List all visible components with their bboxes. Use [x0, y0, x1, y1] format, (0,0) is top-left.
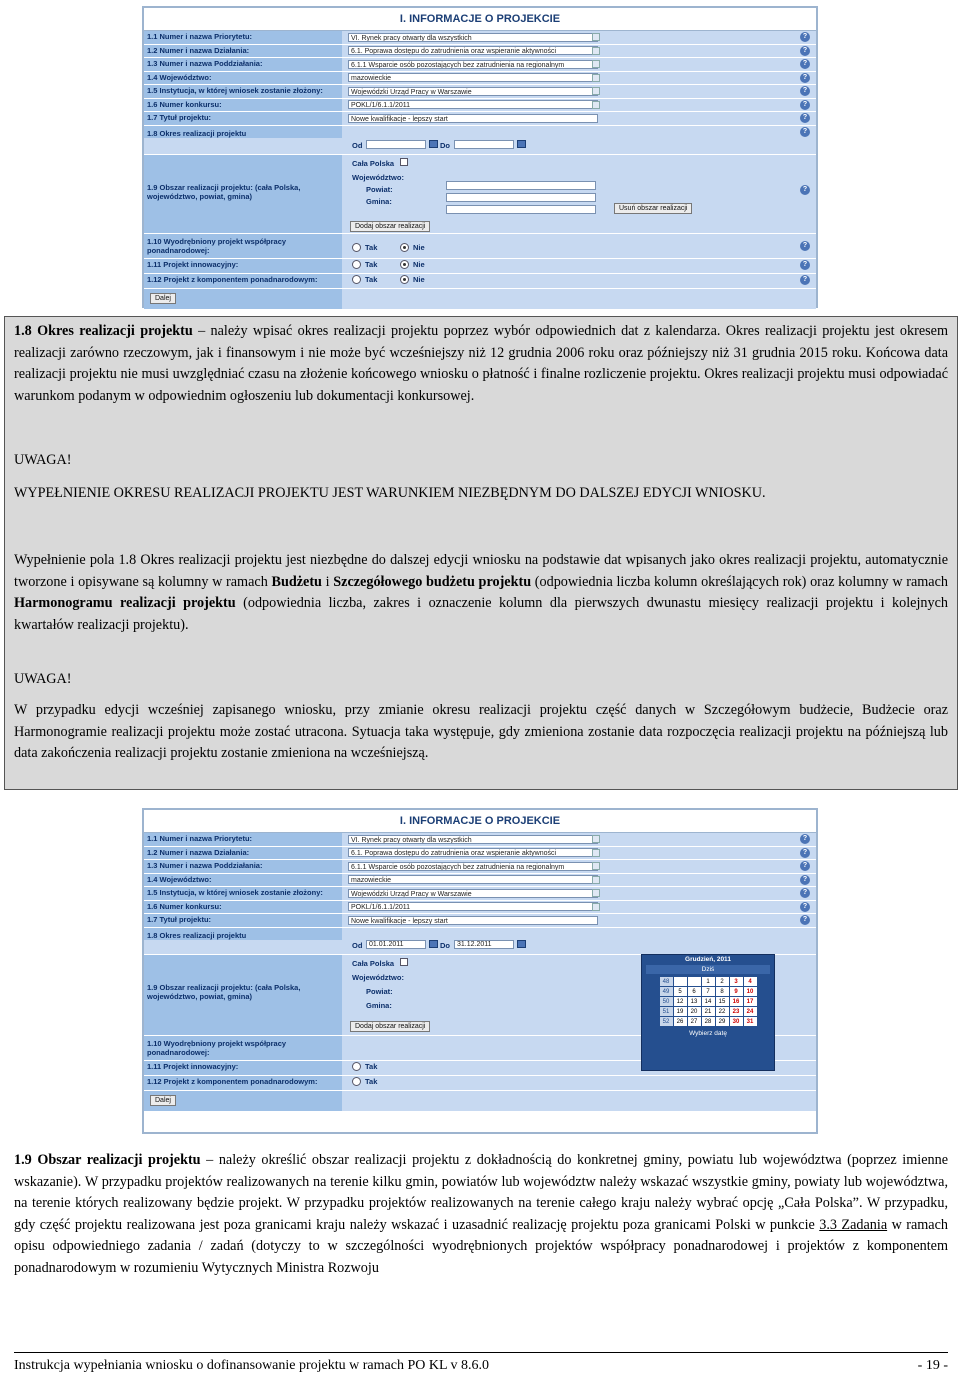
usun-obszar-button[interactable]: Usuń obszar realizacji: [614, 203, 692, 214]
calendar-day[interactable]: 10: [743, 987, 757, 997]
wojewodztwo-select[interactable]: mazowieckie: [348, 875, 598, 884]
chevron-down-icon[interactable]: [592, 101, 600, 109]
calendar-week: 50: [659, 997, 673, 1007]
calendar-day[interactable]: 31: [743, 1017, 757, 1027]
form-row-konkurs: 1.6 Numer konkursu: POKL/1/6.1.1/2011 ?: [144, 99, 816, 113]
form-row-tytul: 1.7 Tytuł projektu: Nowe kwalifikacje - lepszy start ?: [144, 914, 816, 928]
obszar-gmina-select[interactable]: [446, 205, 596, 214]
help-icon[interactable]: ?: [800, 241, 810, 251]
help-icon[interactable]: ?: [800, 46, 810, 56]
form-row-obszar: 1.9 Obszar realizacji projektu: (cała Polska, województwo, powiat, gmina) Cała Polska Województwo: Powiat: Gmina: Usuń obszar realizacji Dodaj obszar realizacji ?: [144, 155, 816, 234]
calendar-icon[interactable]: [517, 940, 526, 948]
form-row-obszar: 1.9 Obszar realizacji projektu: (cała Polska, województwo, powiat, gmina) Cała Polska Województwo: Powiat: Gmina: Dodaj obszar realizacji: [144, 955, 816, 1036]
priorytet-select[interactable]: VI. Rynek pracy otwarty dla wszystkich: [348, 33, 598, 42]
form-row-poddzialanie: 1.3 Numer i nazwa Poddziałania: 6.1.1 Wsparcie osób pozostających bez zatrudnienia na regionalnym ?: [144, 58, 816, 72]
calendar-day[interactable]: 3: [729, 977, 743, 987]
calendar-day[interactable]: 24: [743, 1007, 757, 1017]
calendar-day[interactable]: 4: [743, 977, 757, 987]
calendar-popup[interactable]: [641, 954, 775, 1071]
caps-warning: WYPEŁNIENIE OKRESU REALIZACJI PROJEKTU JEST WARUNKIEM NIEZBĘDNYM DO DALSZEJ EDYCJI WNIOSKU.: [14, 485, 766, 501]
calendar-icon[interactable]: [429, 140, 438, 148]
calendar-week: 51: [659, 1007, 673, 1017]
calendar-day[interactable]: 22: [715, 1007, 729, 1017]
help-icon[interactable]: ?: [800, 127, 810, 137]
help-icon[interactable]: ?: [800, 915, 810, 925]
calendar-day[interactable]: 19: [673, 1007, 687, 1017]
page-number: - 19 -: [917, 1358, 948, 1373]
form-row-instytucja: 1.5 Instytucja, w której wniosek zostanie złożony: Wojewódzki Urząd Pracy w Warszawie ?: [144, 85, 816, 99]
konkurs-select[interactable]: POKL/1/6.1.1/2011: [348, 100, 598, 109]
help-icon[interactable]: ?: [800, 888, 810, 898]
dodaj-obszar-button[interactable]: Dodaj obszar realizacji: [350, 221, 430, 232]
chevron-down-icon[interactable]: [592, 876, 600, 884]
help-icon[interactable]: ?: [800, 113, 810, 123]
instytucja-select[interactable]: Wojewódzki Urząd Pracy w Warszawie: [348, 889, 598, 898]
form-row-konkurs: 1.6 Numer konkursu: POKL/1/6.1.1/2011 ?: [144, 901, 816, 915]
calendar-today-button[interactable]: Dziś: [646, 965, 770, 974]
form-row-innowacyjny: 1.11 Projekt innowacyjny: Tak Nie ?: [144, 259, 816, 274]
form-row-wojewodztwo: 1.4 Województwo: mazowieckie ?: [144, 874, 816, 888]
calendar-day[interactable]: 13: [687, 997, 701, 1007]
form-row-tytul: 1.7 Tytuł projektu: Nowe kwalifikacje - lepszy start ?: [144, 112, 816, 126]
calendar-week: 49: [659, 987, 673, 997]
footer-divider: [14, 1352, 948, 1353]
section-1-8-paragraph-2: Wypełnienie pola 1.8 Okres realizacji projektu jest niezbędne do dalszej edycji wniosku na podstawie dat wpisanych jako okres realizacji projektu, automatycznie tworzone i opisywane są kolumny w ramach Budżetu i Szczegółowego budżetu projektu (odpowiednia liczba kolumn określających rok) oraz kolumny w ramach Harmonogramu realizacji projektu (odpowiednia liczba, zakres i oznaczenie kolumn dla pierwszych dwunastu miesięcy realizacji projektu i kolejnych kwartałów realizacji projektu).: [14, 552, 948, 633]
dodaj-obszar-button[interactable]: Dodaj obszar realizacji: [350, 1021, 430, 1032]
calendar-day[interactable]: 28: [701, 1017, 715, 1027]
calendar-day[interactable]: 9: [729, 987, 743, 997]
do-date-input[interactable]: 31.12.2011: [454, 940, 514, 949]
od-date-input[interactable]: 01.01.2011: [366, 940, 426, 949]
calendar-day[interactable]: 15: [715, 997, 729, 1007]
help-icon[interactable]: ?: [800, 275, 810, 285]
section-1-9-paragraph: 1.9 Obszar realizacji projektu – należy określić obszar realizacji projektu z dokładnością do konkretnej gminy, powiatu lub województwa (poprzez imienne wskazanie). W przypadku projektów realizowanych na terenie kilku gmin, powiatów lub województw należy wskazać wszystkie gminy, powiaty lub województwa, na terenie których realizowany będzie projekt. W przypadku projektów realizowanych na terenie całego kraju należy wybrać opcję „Cała Polska”. W przypadku, gdy część projektu realizowana jest poza granicami kraju należy wskazać i uzasadnić realizację projektu poza granicami Polski w punkcie 3.3 Zadania w ramach opisu odpowiedniego zadania / zadań (dotyczy to w szczególności wyodrębnionych projektów współpracy ponadnarodowej i projektów z komponentem ponadnarodowym w rozumieniu Wytycznych Ministra Rozwoju: [14, 1152, 948, 1276]
form-row-dalej: [144, 289, 816, 310]
form-row-komponent: 1.12 Projekt z komponentem ponadnarodowym: Tak Nie ?: [144, 274, 816, 289]
calendar-day[interactable]: 26: [673, 1017, 687, 1027]
help-icon[interactable]: ?: [800, 861, 810, 871]
tak-radio[interactable]: [352, 1077, 361, 1086]
calendar-icon[interactable]: [429, 940, 438, 948]
form-row-wspolpraca: 1.10 Wyodrębniony projekt współpracy ponadnarodowej: Tak Nie ?: [144, 234, 816, 259]
calendar-day[interactable]: 2: [715, 977, 729, 987]
calendar-day[interactable]: [673, 977, 687, 987]
help-icon[interactable]: ?: [800, 73, 810, 83]
section-1-8-paragraph: 1.8 Okres realizacji projektu – należy wpisać okres realizacji projektu poprzez wybór odpowiednich dat z kalendarza. Okres realizacji projektu jest okresem realizacji zarówno rzeczowym, jak i finansowym i nie może być wcześniejszy niż 12 grudnia 2006 roku oraz późniejszy niż 31 grudnia 2015 roku. Końcowa data realizacji projektu nie musi uwzględniać czasu na złożenie końcowego wniosku o płatność i finalne rozliczenie projektu. Okres realizacji projektu musi odpowiadać warunkom podanym w odpowiednim ogłoszeniu lub dokumentacji konkursowej.: [14, 323, 948, 404]
chevron-down-icon[interactable]: [592, 849, 600, 857]
do-date-input[interactable]: [454, 140, 514, 149]
obszar-powiat-select[interactable]: [446, 193, 596, 202]
calendar-day[interactable]: 16: [729, 997, 743, 1007]
form-screenshot-top: [142, 6, 818, 308]
help-icon[interactable]: ?: [800, 86, 810, 96]
zadania-link[interactable]: 3.3 Zadania: [819, 1216, 888, 1233]
calendar-day[interactable]: 21: [701, 1007, 715, 1017]
form-title: I. INFORMACJE O PROJEKCIE: [144, 810, 816, 833]
form-row-priorytet: 1.1 Numer i nazwa Priorytetu: VI. Rynek pracy otwarty dla wszystkich ?: [144, 31, 816, 45]
od-date-input[interactable]: [366, 140, 426, 149]
form-row-instytucja: 1.5 Instytucja, w której wniosek zostanie złożony: Wojewódzki Urząd Pracy w Warszawie ?: [144, 887, 816, 901]
calendar-month-title: Grudzień, 2011: [685, 956, 731, 963]
cala-polska-checkbox[interactable]: [400, 158, 408, 166]
tak-radio[interactable]: [352, 260, 361, 269]
poddzialanie-select[interactable]: 6.1.1 Wsparcie osób pozostających bez zatrudnienia na regionalnym: [348, 60, 598, 69]
form-row-okres: 1.8 Okres realizacji projektu Od 01.01.2011 Do 31.12.2011: [144, 928, 816, 955]
calendar-day[interactable]: 14: [701, 997, 715, 1007]
calendar-day[interactable]: 23: [729, 1007, 743, 1017]
section-1-8-paragraph-3: W przypadku edycji wcześniej zapisanego wniosku, przy zmianie okresu realizacji projektu część danych w Szczegółowym budżecie, Budżecie oraz Harmonogramie realizacji projektu może zostać utracona. Sytuacja taka występuje, gdy zmieniona zostanie data rozpoczęcia realizacji projektu na późniejszą lub data zakończenia realizacji projektu zostanie zmieniona na wcześniejszą.: [14, 702, 948, 761]
help-icon[interactable]: ?: [800, 260, 810, 270]
form-row-dalej: [144, 1091, 816, 1112]
help-icon[interactable]: ?: [800, 185, 810, 195]
uwaga-heading-2: UWAGA!: [14, 671, 72, 687]
help-icon[interactable]: ?: [800, 834, 810, 844]
form-row-poddzialanie: 1.3 Numer i nazwa Poddziałania: 6.1.1 Wsparcie osób pozostających bez zatrudnienia na regionalnym ?: [144, 860, 816, 874]
calendar-day[interactable]: 30: [729, 1017, 743, 1027]
help-icon[interactable]: ?: [800, 875, 810, 885]
tak-radio[interactable]: [352, 1062, 361, 1071]
dalej-button[interactable]: Dalej: [150, 1095, 176, 1106]
dzialanie-select[interactable]: 6.1. Poprawa dostępu do zatrudnienia oraz wspieranie aktywności: [348, 848, 598, 857]
tytul-input[interactable]: Nowe kwalifikacje - lepszy start: [348, 916, 598, 925]
calendar-day[interactable]: [687, 977, 701, 987]
calendar-day[interactable]: 12: [673, 997, 687, 1007]
chevron-down-icon[interactable]: [592, 903, 600, 911]
nie-radio[interactable]: [400, 243, 409, 252]
tak-radio[interactable]: [352, 243, 361, 252]
calendar-day[interactable]: 29: [715, 1017, 729, 1027]
uwaga-heading: UWAGA!: [14, 452, 72, 468]
form-row-dzialanie: 1.2 Numer i nazwa Działania: 6.1. Poprawa dostępu do zatrudnienia oraz wspieranie aktywności ?: [144, 847, 816, 861]
calendar-grid: [659, 976, 758, 1027]
chevron-down-icon[interactable]: [592, 835, 600, 843]
priorytet-select[interactable]: VI. Rynek pracy otwarty dla wszystkich: [348, 835, 598, 844]
form-screenshot-bottom: [142, 808, 818, 1134]
dalej-button[interactable]: Dalej: [150, 293, 176, 304]
chevron-down-icon[interactable]: [592, 60, 600, 68]
dzialanie-select[interactable]: 6.1. Poprawa dostępu do zatrudnienia oraz wspieranie aktywności: [348, 46, 598, 55]
calendar-day[interactable]: 6: [687, 987, 701, 997]
calendar-day[interactable]: 1: [701, 977, 715, 987]
chevron-down-icon[interactable]: [592, 47, 600, 55]
calendar-day[interactable]: 8: [715, 987, 729, 997]
form-row-wspolpraca: 1.10 Wyodrębniony projekt współpracy ponadnarodowej:: [144, 1036, 816, 1061]
chevron-down-icon[interactable]: [592, 862, 600, 870]
chevron-down-icon[interactable]: [592, 87, 600, 95]
help-icon[interactable]: ?: [800, 100, 810, 110]
tak-radio[interactable]: [352, 275, 361, 284]
calendar-footer: Wybierz datę: [689, 1030, 727, 1037]
form-row-dzialanie: 1.2 Numer i nazwa Działania: 6.1. Poprawa dostępu do zatrudnienia oraz wspieranie aktywności ?: [144, 45, 816, 59]
form-row-wojewodztwo: 1.4 Województwo: mazowieckie ?: [144, 72, 816, 86]
form-title: I. INFORMACJE O PROJEKCIE: [144, 8, 816, 31]
calendar-week: 52: [659, 1017, 673, 1027]
help-icon[interactable]: ?: [800, 902, 810, 912]
wojewodztwo-select[interactable]: mazowieckie: [348, 73, 598, 82]
footer-title: Instrukcja wypełniania wniosku o dofinansowanie projektu w ramach PO KL v 8.6.0: [14, 1358, 489, 1373]
cala-polska-checkbox[interactable]: [400, 958, 408, 966]
tytul-input[interactable]: Nowe kwalifikacje - lepszy start: [348, 114, 598, 123]
konkurs-select[interactable]: POKL/1/6.1.1/2011: [348, 902, 598, 911]
form-row-innowacyjny: 1.11 Projekt innowacyjny: Tak: [144, 1061, 816, 1076]
instytucja-select[interactable]: Wojewódzki Urząd Pracy w Warszawie: [348, 87, 598, 96]
nie-radio[interactable]: [400, 260, 409, 269]
poddzialanie-select[interactable]: 6.1.1 Wsparcie osób pozostających bez zatrudnienia na regionalnym: [348, 862, 598, 871]
form-row-komponent: 1.12 Projekt z komponentem ponadnarodowym: Tak: [144, 1076, 816, 1091]
help-icon[interactable]: ?: [800, 59, 810, 69]
help-icon[interactable]: ?: [800, 32, 810, 42]
obszar-wojewodztwo-select[interactable]: [446, 181, 596, 190]
chevron-down-icon[interactable]: [592, 74, 600, 82]
calendar-week: 48: [659, 977, 673, 987]
chevron-down-icon[interactable]: [592, 889, 600, 897]
calendar-day[interactable]: 27: [687, 1017, 701, 1027]
calendar-icon[interactable]: [517, 140, 526, 148]
calendar-day[interactable]: 17: [743, 997, 757, 1007]
form-row-priorytet: 1.1 Numer i nazwa Priorytetu: VI. Rynek pracy otwarty dla wszystkich ?: [144, 833, 816, 847]
calendar-day[interactable]: 7: [701, 987, 715, 997]
help-icon[interactable]: ?: [800, 848, 810, 858]
form-row-okres: 1.8 Okres realizacji projektu Od Do ?: [144, 126, 816, 155]
nie-radio[interactable]: [400, 275, 409, 284]
calendar-day[interactable]: 20: [687, 1007, 701, 1017]
calendar-day[interactable]: 5: [673, 987, 687, 997]
chevron-down-icon[interactable]: [592, 33, 600, 41]
